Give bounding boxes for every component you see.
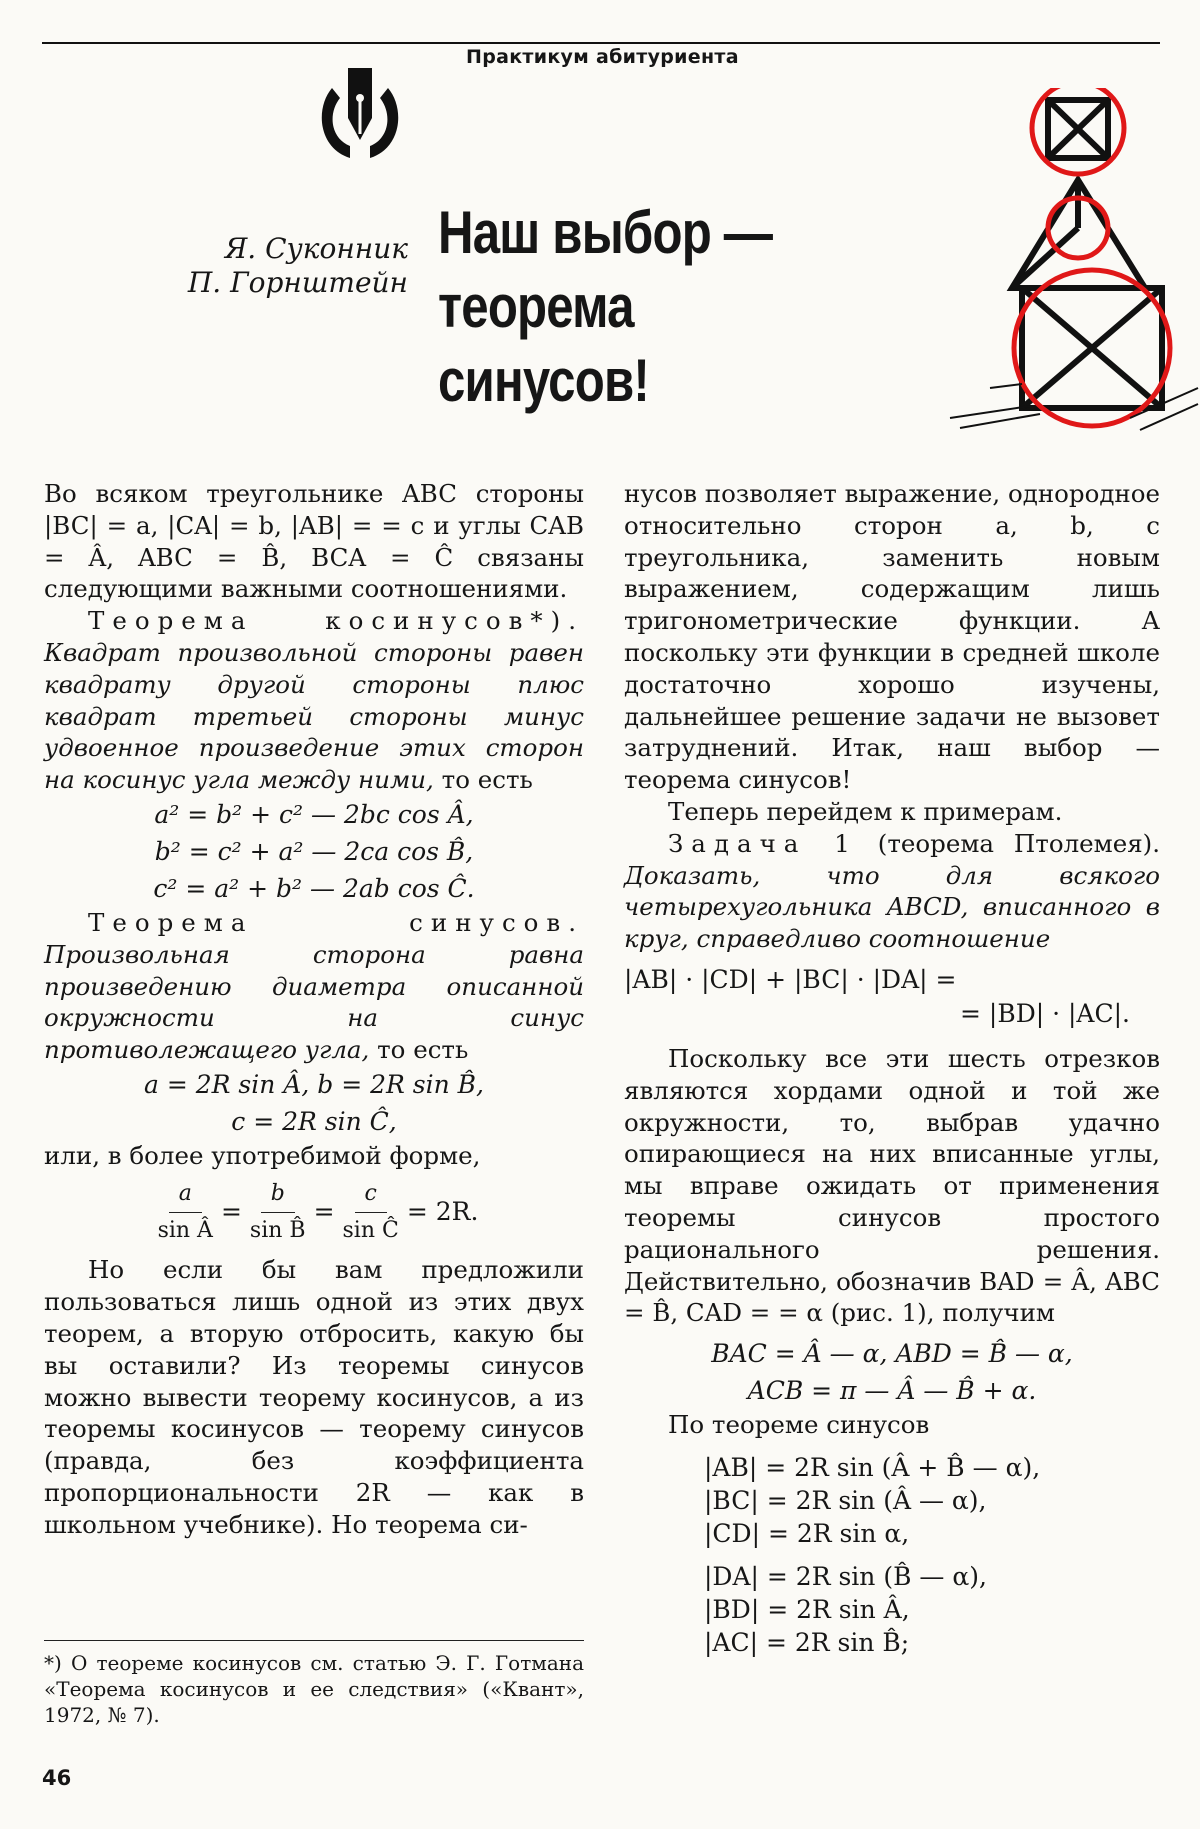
solution-paragraph: Поскольку все эти шесть отрезков являются хордами одной и той же окружности, то, выбрав удачно опирающиеся на них вписанные углы, мы вправе ожидать от применения теоремы синусов простого рационального решения. Действительно, обозначив BAD = Â, ABC = B̂, CAD = = α (рис. 1), получим bbox=[624, 1043, 1160, 1328]
fraction-a: $\frac{a}{\text{sin Â}}$ bbox=[158, 1178, 213, 1247]
authors bbox=[150, 232, 408, 300]
title-line-1: Наш выбор — bbox=[438, 199, 773, 266]
sine-theorem-heading: Теорема синусов. bbox=[88, 907, 584, 937]
cosine-theorem-statement: Квадрат произвольной стороны равен квадрату другой стороны плюс квадрат третьей стороны минус удвоенное произведение этих сторон на косинус угла между ними, bbox=[44, 637, 584, 795]
examples-line: Теперь перейдем к примерам. bbox=[668, 796, 1063, 826]
article-title bbox=[438, 196, 772, 418]
task-1-paragraph bbox=[624, 828, 1160, 955]
sine-theorem-statement: Произвольная сторона равна произведению диаметра описанной окружности на синус противолежащего угла, bbox=[44, 939, 584, 1065]
sine-formula-2: c = 2R sin Ĉ, bbox=[231, 1106, 397, 1136]
task-1-label: Задача 1 bbox=[668, 828, 858, 858]
sine-equations bbox=[704, 1451, 1160, 1659]
equals-sign: = bbox=[220, 1197, 242, 1227]
sine-theorem-paragraph bbox=[44, 907, 584, 1066]
equals-2r: = 2R. bbox=[406, 1197, 479, 1227]
author-2: П. Горнштейн bbox=[187, 266, 408, 299]
pen-nib-logo-icon bbox=[310, 58, 410, 168]
sine-ratio-formula bbox=[44, 1178, 584, 1247]
header-rule bbox=[42, 42, 1160, 44]
continuation-paragraph: нусов позволяет выражение, однородное относительно сторон a, b, c треугольника, заменить новым выражением, содержащим лишь тригонометрические функции. А поскольку эти функции в средней школе достаточно хорошо изучены, дальнейшее решение задачи не вызовет затруднений. Итак, наш выбор — теорема синусов! bbox=[624, 479, 1161, 795]
geometric-figure-illustration bbox=[930, 88, 1200, 438]
ptolemy-equation bbox=[624, 963, 1160, 1031]
ptolemy-line-2: = |BD| · |AC|. bbox=[960, 998, 1130, 1028]
page-number: 46 bbox=[42, 1766, 72, 1790]
title-line-2: теорема bbox=[438, 273, 634, 340]
right-column bbox=[624, 478, 1160, 1659]
author-1: Я. Суконник bbox=[224, 232, 408, 265]
sine-formula-1: a = 2R sin Â, b = 2R sin B̂, bbox=[144, 1069, 484, 1099]
fraction-b: $\frac{b}{\text{sin B̂}}$ bbox=[250, 1178, 306, 1247]
question-paragraph: Но если бы вам предложили пользоваться лишь одной из этих двух теорем, а вторую отбросить, какую бы вы оставили? Из теоремы синусов можно вывести теорему косинусов, а из теоремы косинусов — теорему синусов (правда, без коэффициента пропорциональности 2R — как в школьном учебнике). Но теорема си- bbox=[44, 1255, 584, 1539]
sine-eq-bd: |BD| = 2R sin Â, bbox=[704, 1594, 910, 1624]
angle-formula-2: ACB = π — Â — B̂ + α. bbox=[747, 1376, 1037, 1406]
fraction-c: $\frac{c}{\text{sin Ĉ}}$ bbox=[343, 1178, 399, 1247]
footnote: *) О теореме косинусов см. статью Э. Г. Готмана «Теорема косинусов и ее следствия» («Квант», 1972, № 7). bbox=[44, 1651, 584, 1727]
sine-eq-bc: |BC| = 2R sin (Â — α), bbox=[704, 1485, 987, 1515]
cosine-formula-2: b² = c² + a² — 2ca cos B̂, bbox=[154, 836, 474, 866]
sine-eq-da: |DA| = 2R sin (B̂ — α), bbox=[704, 1561, 987, 1591]
sine-tail: то есть bbox=[369, 1035, 469, 1065]
cosine-theorem-paragraph bbox=[44, 605, 584, 796]
left-column bbox=[44, 478, 584, 1541]
cosine-formula-1: a² = b² + c² — 2bc cos Â, bbox=[154, 799, 474, 829]
by-sine-theorem: По теореме синусов bbox=[668, 1410, 930, 1440]
cosine-formula-3: c² = a² + b² — 2ab cos Ĉ. bbox=[153, 873, 475, 903]
cosine-tail: то есть bbox=[433, 765, 533, 795]
cosine-theorem-heading: Теорема косинусов*). bbox=[88, 606, 584, 636]
or-line: или, в более употребимой форме, bbox=[44, 1140, 481, 1170]
footnote-rule bbox=[44, 1640, 584, 1641]
ptolemy-line-1: |AB| · |CD| + |BC| · |DA| = bbox=[624, 964, 957, 994]
equals-sign: = bbox=[313, 1197, 335, 1227]
section-title: Практикум абитуриента bbox=[466, 46, 739, 68]
task-1-statement: Доказать, что для всякого четырехугольника ABCD, вписанного в круг, справедливо соотношение bbox=[624, 860, 1160, 954]
sine-eq-cd: |CD| = 2R sin α, bbox=[704, 1518, 910, 1548]
sine-eq-ab: |AB| = 2R sin (Â + B̂ — α), bbox=[704, 1452, 1041, 1482]
title-line-3: синусов! bbox=[438, 347, 649, 414]
task-1-name: (теорема Птолемея). bbox=[857, 828, 1160, 858]
angle-formula-1: BAC = Â — α, ABD = B̂ — α, bbox=[711, 1339, 1073, 1369]
sine-eq-ac: |AC| = 2R sin B̂; bbox=[704, 1627, 910, 1657]
intro-paragraph: Во всяком треугольнике ABC стороны |BC| = a, |CA| = b, |AB| = = c и углы CAB = Â, ABC = B̂, BCA = Ĉ связаны следующими важными соотношениями. bbox=[44, 479, 584, 604]
